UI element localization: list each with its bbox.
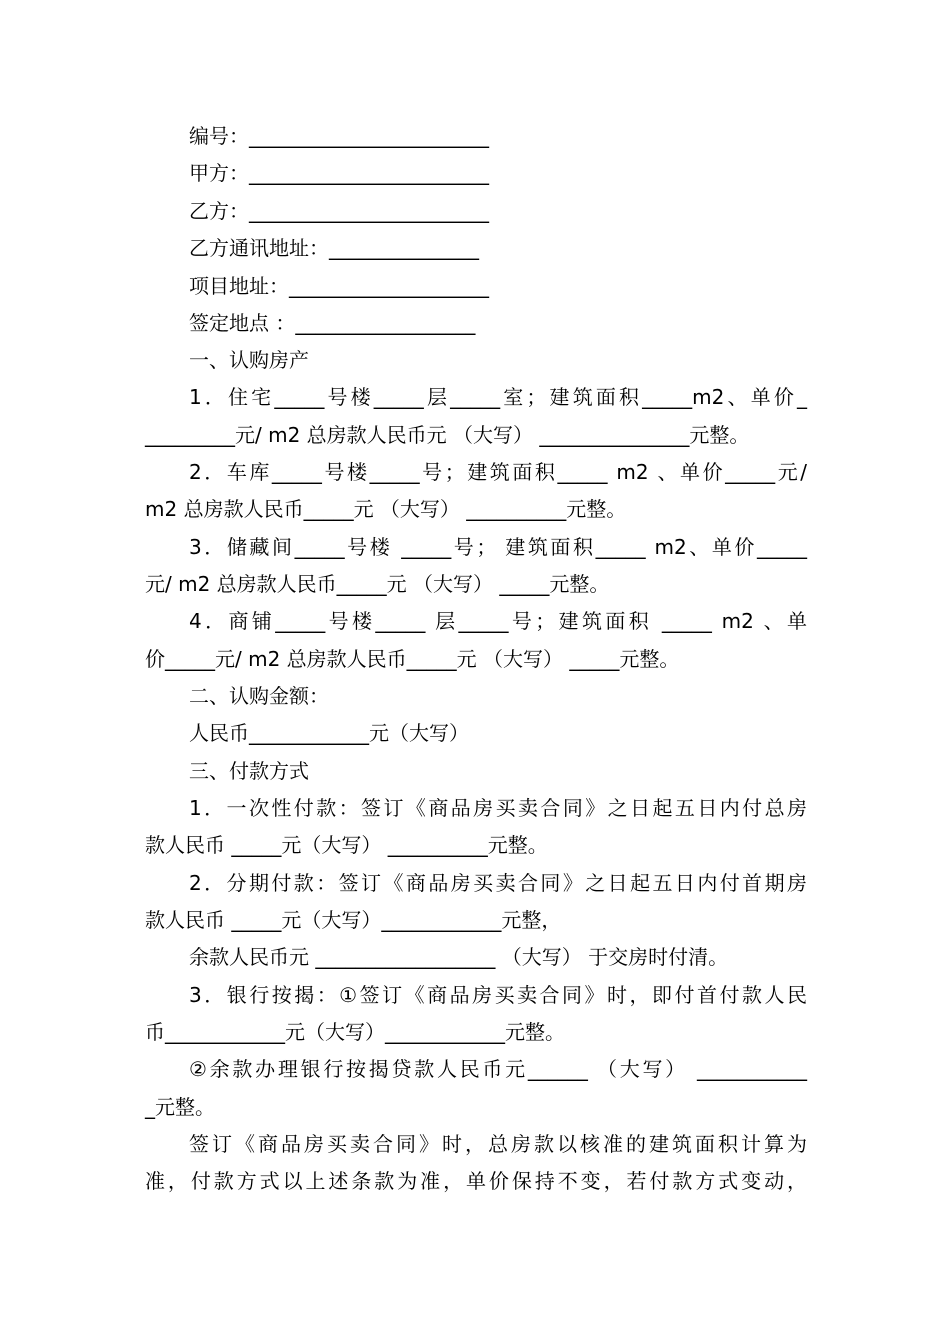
- closing-paragraph-line2: 准，付款方式以上述条款为准，单价保持不变，若付款方式变动，: [145, 1169, 807, 1193]
- lump-sum-payment-line1: 1．一次性付款：签订《商品房买卖合同》之日起五日内付总房: [189, 796, 807, 820]
- project-address-field: 项目地址：____________________: [189, 274, 489, 298]
- section-heading-property: 一、认购房产: [189, 348, 309, 372]
- sign-place-field: 签定地点 ：__________________: [189, 311, 476, 335]
- shop-item-line1: 4．商铺_____号楼_____ 层_____号；建筑面积 _____ m2 、单: [189, 609, 807, 633]
- contract-number-field: 编号：________________________: [189, 124, 489, 148]
- mortgage-loan-line1: ②余款办理银行按揭贷款人民币元______ （大写） ___________: [189, 1057, 807, 1081]
- residence-item-line2: _________元/ m2 总房款人民币元 （大写） _______________元整。: [145, 423, 750, 447]
- party-b-field: 乙方：________________________: [189, 199, 489, 223]
- installment-balance-line: 余款人民币元 __________________ （大写） 于交房时付清。: [189, 945, 729, 969]
- party-b-address-field: 乙方通讯地址：_______________: [189, 236, 479, 260]
- garage-item-line1: 2．车库_____号楼_____号；建筑面积_____ m2 、单价_____元/: [189, 460, 807, 484]
- installment-payment-line1: 2．分期付款：签订《商品房买卖合同》之日起五日内付首期房: [189, 871, 807, 895]
- garage-item-line2: m2 总房款人民币_____元 （大写） __________元整。: [145, 497, 627, 521]
- lump-sum-payment-line2: 款人民币 _____元（大写） __________元整。: [145, 833, 548, 857]
- residence-item-line1: 1．住宅_____号楼_____层_____室；建筑面积_____m2、单价_: [189, 385, 807, 409]
- subscription-amount-line: 人民币____________元（大写）: [189, 721, 469, 745]
- mortgage-loan-line2: _元整。: [145, 1095, 215, 1119]
- installment-payment-line2: 款人民币 _____元（大写）____________元整，: [145, 908, 562, 932]
- storage-item-line2: 元/ m2 总房款人民币_____元 （大写） _____元整。: [145, 572, 610, 596]
- mortgage-payment-line2: 币____________元（大写）____________元整。: [145, 1020, 565, 1044]
- mortgage-payment-line1: 3．银行按揭：①签订《商品房买卖合同》时，即付首付款人民: [189, 983, 807, 1007]
- storage-item-line1: 3．储藏间_____号楼 _____号； 建筑面积_____ m2、单价_____: [189, 535, 807, 559]
- shop-item-line2: 价_____元/ m2 总房款人民币_____元 （大写） _____元整。: [145, 647, 680, 671]
- party-a-field: 甲方：________________________: [189, 161, 489, 185]
- section-heading-amount: 二、认购金额：: [189, 684, 329, 708]
- section-heading-payment: 三、付款方式: [189, 759, 309, 783]
- closing-paragraph-line1: 签订《商品房买卖合同》时，总房款以核准的建筑面积计算为: [189, 1132, 807, 1156]
